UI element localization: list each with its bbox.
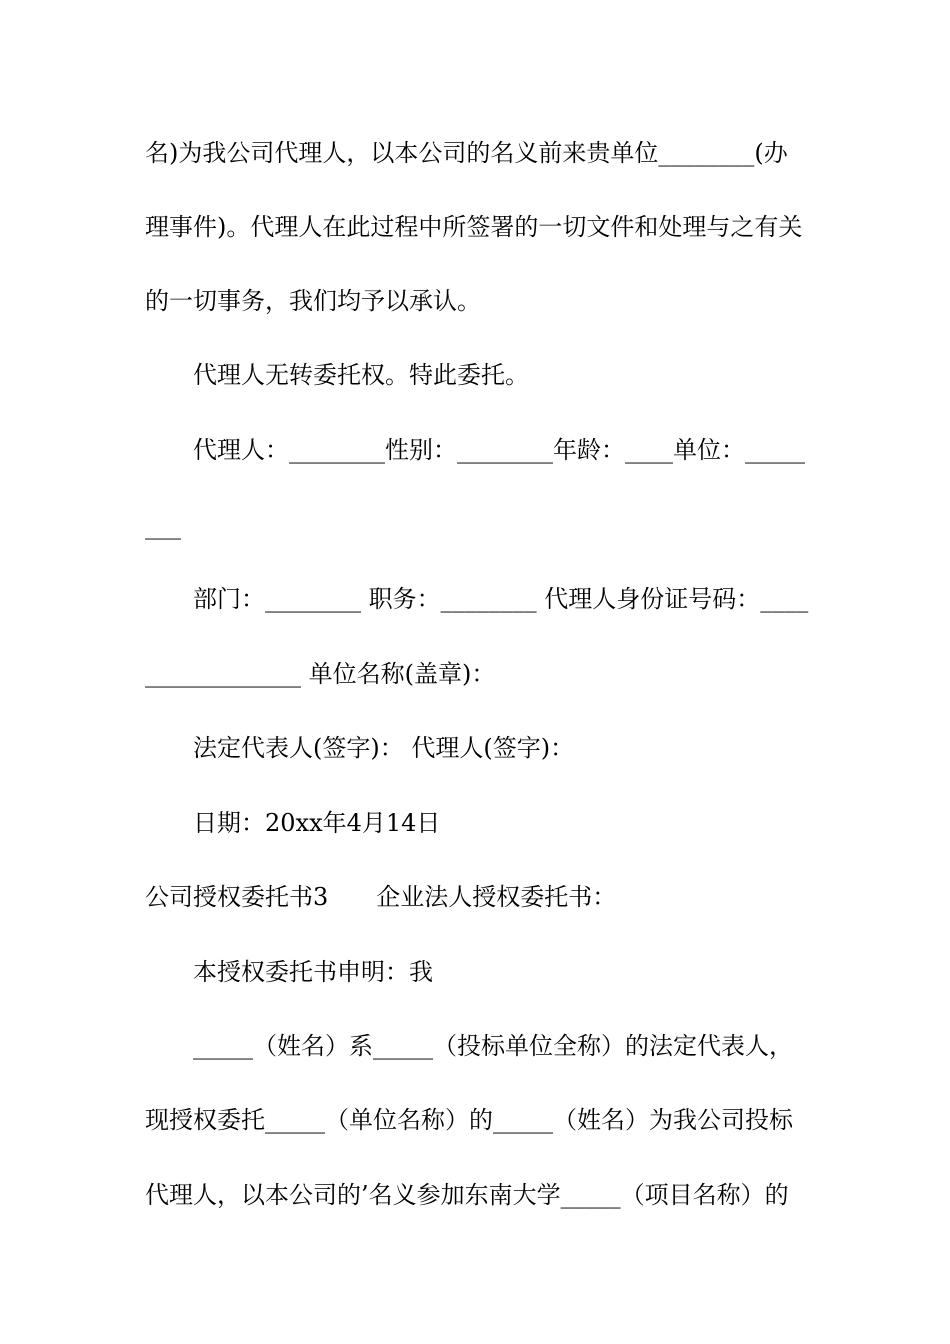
paragraph-line: 理事件)。代理人在此过程中所签署的一切文件和处理与之有关 (145, 213, 803, 241)
form-field-line: _____________ 单位名称(盖章)： (145, 660, 496, 688)
paragraph-line: 代理人无转委托权。特此委托。 (193, 361, 529, 389)
date-line: 日期：20xx年4月14日 (193, 809, 441, 837)
form-field-line: 部门：________ 职务：________ 代理人身份证号码：____ (193, 585, 809, 613)
paragraph-line: _____（姓名）系_____（投标单位全称）的法定代表人， (193, 1032, 793, 1060)
paragraph-line: 的一切事务，我们均予以承认。 (145, 287, 481, 315)
section-title: 公司授权委托书3 企业法人授权委托书： (145, 883, 617, 911)
paragraph-line: 本授权委托书申明：我 (193, 958, 433, 986)
paragraph-line: 代理人，以本公司的’名义参加东南大学_____（项目名称）的 (145, 1181, 789, 1209)
signature-line: 法定代表人(签字)： 代理人(签字)： (193, 734, 575, 762)
paragraph-line: 名)为我公司代理人，以本公司的名义前来贵单位________(办 (145, 139, 788, 167)
form-field-line: 代理人：________性别：________年龄：____单位：_____ (193, 436, 805, 464)
paragraph-line: 现授权委托_____（单位名称）的_____（姓名）为我公司投标 (145, 1106, 793, 1134)
form-field-line: ___ (145, 512, 181, 540)
